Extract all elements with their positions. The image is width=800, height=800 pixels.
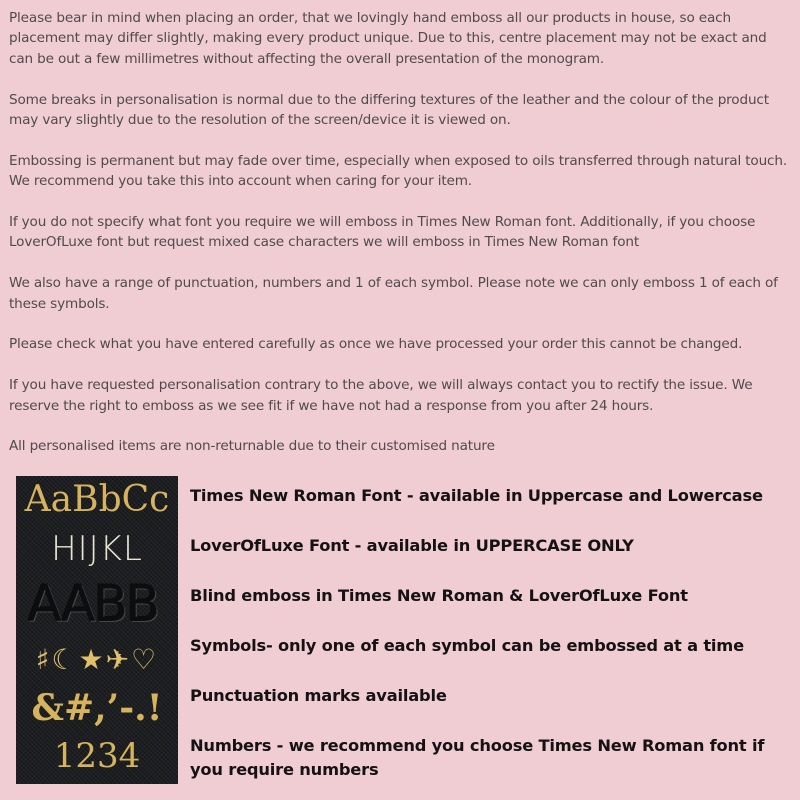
sample-blind-emboss: AABB (27, 575, 159, 633)
sample-punctuation: &#,’-.! (31, 687, 163, 729)
note-symbols: We also have a range of punctuation, numbers and 1 of each symbol. Please note we can only emboss 1 of each of these symbols. (9, 275, 778, 312)
note-permanence: Embossing is permanent but may fade over time, especially when exposed to oils transferred through natural touch. We recommend you take this into account when caring for your item. (9, 152, 788, 190)
sample-numbers: 1234 (53, 736, 141, 776)
option-symbols: Symbols- only one of each symbol can be embossed at a time (190, 636, 744, 655)
note-texture: Some breaks in personalisation is normal due to the differing textures of the leather and the colour of the product may vary slightly due to the resolution of the screen/device it is viewed on. (9, 91, 769, 129)
policy-notes (9, 8, 794, 477)
sample-symbols: ♯☾★✈♡ (35, 643, 159, 676)
option-blind-emboss: Blind emboss in Times New Roman & LoverOfLuxe Font (190, 586, 688, 605)
option-punctuation: Punctuation marks available (190, 686, 447, 705)
note-non-returnable: All personalised items are non-returnable due to their customised nature (9, 438, 495, 455)
note-contrary: If you have requested personalisation contrary to the above, we will always contact you to rectify the issue. We reserve the right to emboss as we see fit if we have not had a response from you after 24 hours. (9, 377, 753, 414)
note-check-order: Please check what you have entered carefully as once we have processed your order this cannot be changed. (9, 336, 743, 353)
emboss-sample-image (16, 476, 178, 784)
option-loverofluxe: LoverOfLuxe Font - available in UPPERCASE ONLY (190, 536, 634, 555)
option-numbers: Numbers - we recommend you choose Times New Roman font if you require numbers (190, 736, 765, 779)
sample-loverofluxe: HIJKL (51, 529, 143, 569)
sample-times-new-roman: AaBbCc (24, 479, 170, 520)
option-times-new-roman: Times New Roman Font - available in Uppercase and Lowercase (190, 486, 763, 505)
note-placement: Please bear in mind when placing an order, that we lovingly hand emboss all our products in house, so each placement may differ slightly, making every product unique. Due to this, centre placement may not be exact and can be out a few millimetres without affecting the overall presentation of the monogram. (9, 10, 767, 67)
note-default-font: If you do not specify what font you require we will emboss in Times New Roman font. Additionally, if you choose LoverOfLuxe font but request mixed case characters we will emboss in Times New Roman font (9, 214, 756, 251)
